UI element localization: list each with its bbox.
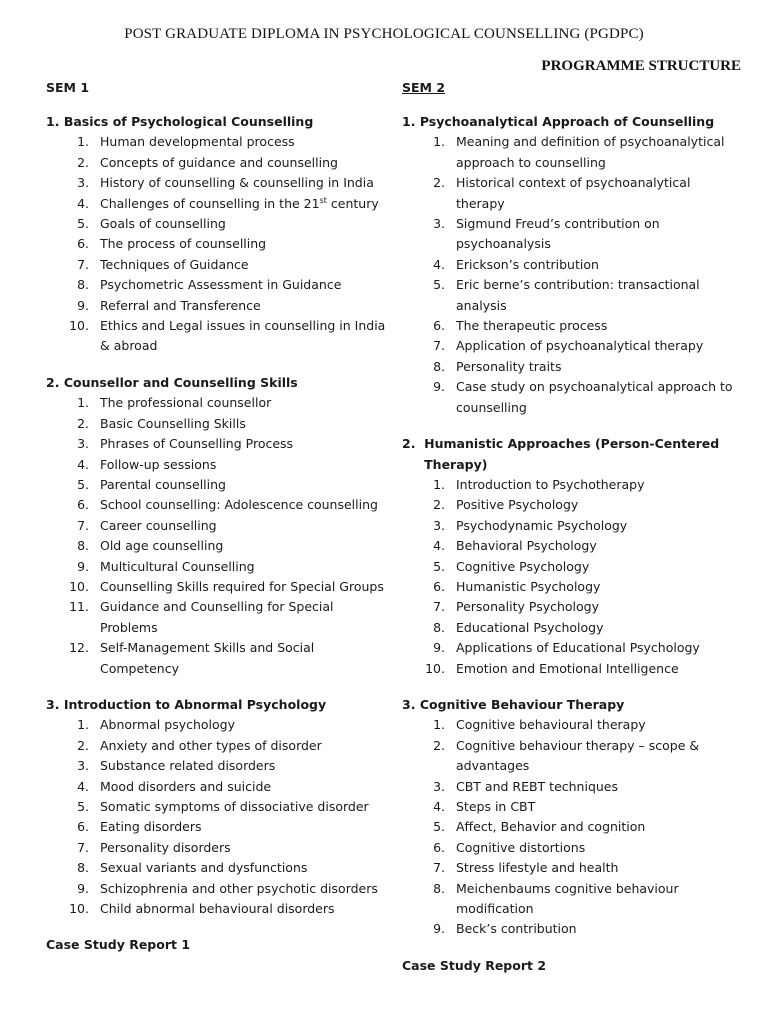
item-number: 4. [433,256,445,272]
item-number: 5. [433,277,445,293]
item-text: Erickson’s contribution [456,256,599,272]
programme-structure-heading: PROGRAMME STRUCTURE [541,58,741,74]
item-text: Child abnormal behavioural disorders [100,901,335,917]
item-number: 3. [77,436,89,452]
item-text: The process of counselling [100,236,267,252]
list-item [402,879,742,920]
item-number: 10. [69,578,89,594]
item-text: Cognitive behavioural therapy [456,717,646,733]
section-heading [46,373,391,393]
item-number: 4. [433,799,445,814]
list-item [46,132,391,152]
list-item [402,357,742,377]
item-text: Beck’s contribution [456,921,577,937]
list-item [402,577,742,597]
list-item [402,316,742,336]
item-text: Concepts of guidance and counselling [100,154,338,170]
list-item [402,597,742,617]
item-text: Human developmental process [100,134,295,150]
list-item [46,797,391,817]
topic-list [46,393,391,679]
item-number: 5. [433,819,445,835]
list-item [46,597,391,638]
list-item [46,234,391,254]
item-text: The therapeutic process [456,318,608,334]
list-item [402,475,742,495]
item-text: The professional counsellor [100,395,272,411]
item-text: Somatic symptoms of dissociative disorder [100,799,369,814]
item-text: Self-Management Skills and Social Competency [100,640,315,676]
list-item [46,173,391,193]
item-text: Sexual variants and dysfunctions [100,860,308,876]
item-text: Case study on psychoanalytical approach to counselling [456,379,733,415]
item-number: 7. [77,256,89,272]
list-item [402,275,742,316]
item-number: 4. [77,195,89,211]
list-item [46,777,391,797]
item-text: Cognitive distortions [456,839,586,855]
item-text: Stress lifestyle and health [456,860,619,876]
item-number: 5. [433,558,445,574]
item-text: Personality disorders [100,839,231,855]
item-text: Follow-up sessions [100,456,217,472]
item-number: 1. [433,476,445,492]
item-number: 8. [433,619,445,635]
list-item [46,638,391,679]
item-number: 3. [77,175,89,191]
item-number: 3. [77,758,89,774]
item-number: 1. [433,717,445,733]
list-item [402,377,742,418]
list-item [46,756,391,776]
item-text: Introduction to Psychotherapy [456,476,645,492]
semester-label: SEM 2 [402,80,446,95]
list-item [402,173,742,214]
item-number: 10. [425,660,445,676]
list-item [46,577,391,597]
item-number: 1. [433,134,445,150]
section-number: 2. [46,374,64,390]
item-text: Phrases of Counselling Process [100,436,294,452]
item-text: Affect, Behavior and cognition [456,819,646,835]
list-item [46,455,391,475]
list-item [46,414,391,434]
course-section [402,695,742,940]
item-number: 2. [433,737,445,753]
course-section [402,434,742,679]
list-item [46,434,391,454]
topic-list [46,715,391,919]
section-title: Psychoanalytical Approach of Counselling [419,114,715,129]
list-item [402,255,742,275]
section-title: Introduction to Abnormal Psychology [63,696,327,712]
item-number: 6. [77,236,89,252]
case-study-report: Case Study Report 1 [46,937,191,953]
item-text: Humanistic Psychology [456,578,601,594]
semester-2-column [402,80,742,976]
item-text: Challenges of counselling in the 21st century [100,195,379,211]
item-text: School counselling: Adolescence counselling [100,497,378,513]
section-title: Counsellor and Counselling Skills [63,374,298,390]
item-number: 4. [433,538,445,554]
document-title: POST GRADUATE DIPLOMA IN PSYCHOLOGICAL COUNSELLING (PGDPC) [124,26,644,42]
list-item [402,736,742,777]
list-item [402,777,742,797]
list-item [46,475,391,495]
list-item [46,194,391,214]
item-text: Cognitive Psychology [456,558,590,574]
item-text: Mood disorders and suicide [100,778,272,794]
item-text: Abnormal psychology [100,717,235,733]
item-text: Educational Psychology [456,619,604,635]
section-heading [402,112,742,132]
list-item [402,214,742,255]
item-text: Guidance and Counselling for Special Problems [100,599,334,635]
course-section [402,112,742,418]
item-number: 8. [433,358,445,374]
item-text: Career counselling [100,517,217,533]
list-item [402,715,742,735]
item-number: 10. [69,318,89,334]
item-text: Parental counselling [100,476,226,492]
list-item [402,516,742,536]
list-item [46,715,391,735]
item-number: 6. [77,497,89,513]
list-item [46,817,391,837]
item-number: 6. [433,578,445,594]
item-text: Sigmund Freud’s contribution on psychoanalysis [456,216,660,252]
item-text: Ethics and Legal issues in counselling in India & abroad [100,318,386,354]
item-number: 2. [433,175,445,191]
item-number: 11. [69,599,89,615]
item-number: 3. [433,778,445,794]
item-number: 2. [77,737,89,753]
item-text: Steps in CBT [456,799,536,814]
list-item [402,618,742,638]
list-item [46,516,391,536]
item-number: 12. [69,640,89,656]
section-heading [46,112,391,132]
item-number: 4. [77,456,89,472]
topic-list [402,132,742,418]
section-number: 1. [402,114,420,129]
item-number: 4. [77,778,89,794]
course-section [46,112,391,357]
section-heading [402,434,742,475]
item-number: 1. [77,395,89,411]
item-text: History of counselling & counselling in India [100,175,374,191]
item-text: Anxiety and other types of disorder [100,737,322,753]
item-text: Psychodynamic Psychology [456,517,628,533]
item-number: 9. [77,297,89,313]
semester-1-column [46,80,391,956]
item-number: 2. [77,154,89,170]
item-text: Old age counselling [100,538,224,554]
list-item [402,132,742,173]
item-number: 9. [433,640,445,656]
case-study-report: Case Study Report 2 [402,957,547,973]
item-number: 9. [77,880,89,896]
item-number: 1. [77,717,89,733]
item-text: Multicultural Counselling [100,558,255,574]
semester-label: SEM 1 [46,80,90,95]
item-number: 8. [77,538,89,554]
item-text: Basic Counselling Skills [100,415,246,431]
section-heading [402,695,742,715]
item-text: Counselling Skills required for Special Groups [100,578,384,594]
list-item [46,858,391,878]
list-item [402,858,742,878]
item-number: 2. [77,415,89,431]
item-number: 9. [433,921,445,937]
item-number: 7. [433,338,445,354]
item-number: 6. [433,839,445,855]
item-number: 9. [433,379,445,395]
item-number: 8. [433,880,445,896]
topic-list [402,715,742,939]
section-title: Cognitive Behaviour Therapy [419,696,625,712]
item-text: Cognitive behaviour therapy – scope & advantages [456,737,700,774]
item-number: 8. [77,277,89,293]
list-item [402,838,742,858]
item-number: 9. [77,558,89,574]
item-text: Behavioral Psychology [456,538,597,554]
item-text: Personality Psychology [456,599,600,615]
item-number: 5. [77,216,89,232]
section-heading [46,695,391,715]
item-number: 5. [77,799,89,814]
item-number: 7. [433,599,445,615]
section-number: 2. [402,436,425,452]
item-text: Applications of Educational Psychology [456,640,700,656]
item-number: 2. [433,497,445,513]
item-number: 7. [77,839,89,855]
list-item [402,495,742,515]
list-item [46,316,391,357]
section-number: 1. [46,114,64,129]
item-text: Meaning and definition of psychoanalytical approach to counselling [456,134,725,170]
item-text: Goals of counselling [100,216,226,232]
item-number: 6. [77,819,89,835]
list-item [46,153,391,173]
topic-list [46,132,391,356]
item-number: 7. [433,860,445,876]
superscript: st [319,195,327,205]
item-number: 6. [433,318,445,334]
item-text: Techniques of Guidance [100,256,249,272]
list-item [46,214,391,234]
list-item [402,797,742,817]
topic-list [402,475,742,679]
list-item [46,296,391,316]
item-text: Positive Psychology [456,497,579,513]
list-item [46,736,391,756]
list-item [402,659,742,679]
section-title: Basics of Psychological Counselling [63,114,314,129]
item-text: Referral and Transference [100,297,261,313]
item-text: Meichenbaums cognitive behaviour modification [456,880,679,917]
item-text: Eating disorders [100,819,202,835]
item-text: Substance related disorders [100,758,276,774]
list-item [46,495,391,515]
item-text: Schizophrenia and other psychotic disorders [100,880,378,896]
section-number: 3. [402,696,420,712]
list-item [46,879,391,899]
item-number: 10. [69,901,89,917]
item-number: 8. [77,860,89,876]
item-number: 5. [77,476,89,492]
list-item [46,899,391,919]
list-item [46,255,391,275]
list-item [46,393,391,413]
section-number: 3. [46,696,64,712]
course-section [46,373,391,679]
item-number: 3. [433,517,445,533]
list-item [46,838,391,858]
list-item [402,919,742,939]
list-item [46,557,391,577]
list-item [402,817,742,837]
list-item [402,336,742,356]
course-section [46,695,391,919]
item-text: Eric berne’s contribution: transactional analysis [456,277,700,313]
item-text: Historical context of psychoanalytical therapy [456,175,691,211]
item-text: Emotion and Emotional Intelligence [456,660,679,676]
item-number: 7. [77,517,89,533]
list-item [46,536,391,556]
item-text: Application of psychoanalytical therapy [456,338,704,354]
list-item [402,557,742,577]
item-number: 1. [77,134,89,150]
list-item [46,275,391,295]
item-text: Psychometric Assessment in Guidance [100,277,342,293]
list-item [402,638,742,658]
item-number: 3. [433,216,445,232]
item-text: CBT and REBT techniques [456,778,619,794]
section-title: Humanistic Approaches (Person-Centered Therapy) [424,436,720,472]
list-item [402,536,742,556]
item-text: Personality traits [456,358,562,374]
